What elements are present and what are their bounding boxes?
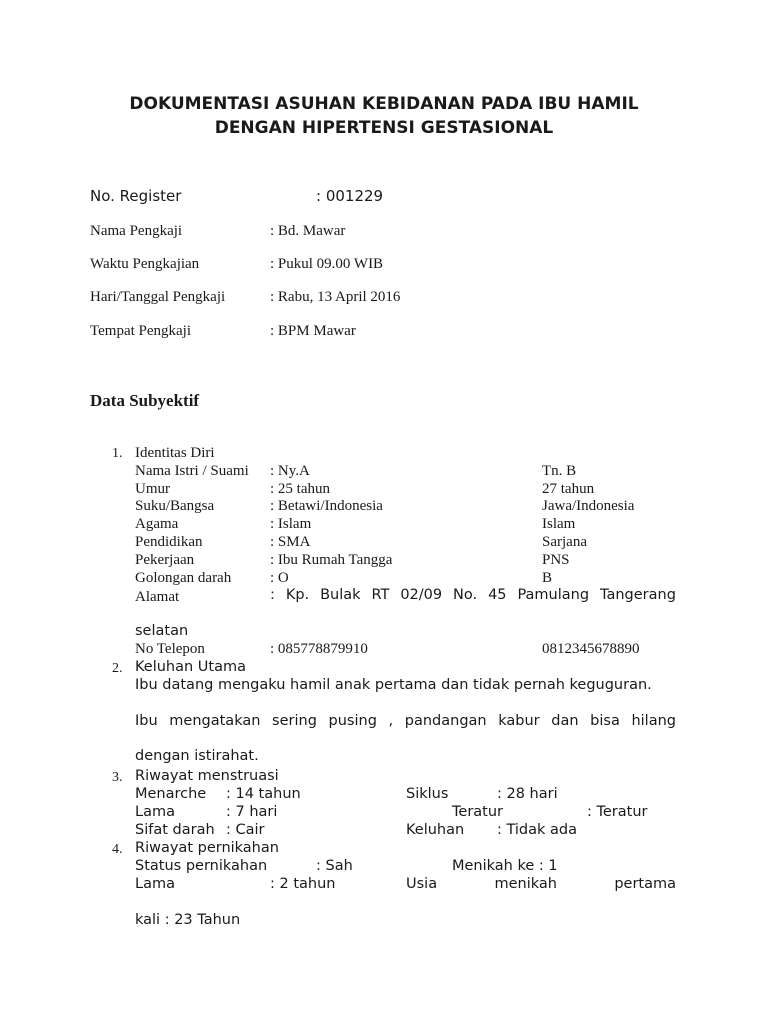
alamat-word: Kp. — [285, 587, 310, 603]
usia-menikah-line — [406, 876, 676, 892]
keluhan-word: sering — [272, 713, 317, 729]
identitas-label: Umur — [135, 481, 170, 497]
menarche-label: Menarche — [135, 786, 207, 802]
usia-word: menikah — [494, 876, 557, 892]
telepon-label: No Telepon — [135, 641, 205, 657]
waktu-pengkajian-value: : Pukul 09.00 WIB — [270, 256, 384, 272]
teratur-label: Teratur — [452, 804, 503, 820]
identitas-heading: Identitas Diri — [135, 445, 215, 461]
keluhan-word: hilang — [631, 713, 676, 729]
keluhan-heading: Keluhan Utama — [135, 659, 246, 675]
identitas-suami-value: B — [542, 570, 553, 586]
telepon-istri: : 085778879910 — [270, 641, 368, 657]
keluhan-line-3: dengan istirahat. — [135, 748, 259, 764]
identitas-suami-value: PNS — [542, 552, 570, 568]
status-pernikahan-label: Status pernikahan — [135, 858, 268, 874]
usia-word: pertama — [614, 876, 676, 892]
identitas-suami-value: Jawa/Indonesia — [542, 498, 635, 514]
identitas-label: Suku/Bangsa — [135, 498, 215, 514]
usia-menikah-continuation: kali : 23 Tahun — [135, 912, 241, 928]
keluhan-line-1: Ibu datang mengaku hamil anak pertama dan tidak pernah keguguran. — [135, 677, 652, 693]
identitas-label: Pekerjaan — [135, 552, 195, 568]
keluhan-word: dan — [551, 713, 579, 729]
alamat-word: No. — [453, 587, 478, 603]
register-label: No. Register — [90, 187, 182, 205]
keluhan-word: pusing — [328, 713, 377, 729]
keluhan-word: kabur — [498, 713, 540, 729]
keluhan-line-2 — [135, 713, 676, 729]
menstruasi-heading: Riwayat menstruasi — [135, 768, 279, 784]
siklus-value: : 28 hari — [497, 786, 558, 802]
list-number-2: 2. — [112, 661, 123, 676]
nama-pengkaji-value: : Bd. Mawar — [270, 223, 346, 239]
tempat-pengkaji-label: Tempat Pengkaji — [90, 323, 192, 339]
alamat-word: Bulak — [320, 587, 361, 603]
keluhan-menstruasi-label: Keluhan — [406, 822, 465, 838]
list-number-3: 3. — [112, 770, 123, 785]
alamat-word: Tangerang — [600, 587, 676, 603]
alamat-value — [270, 587, 676, 603]
register-value: : 001229 — [316, 187, 384, 205]
usia-word: Usia — [406, 876, 438, 892]
keluhan-menstruasi-value: : Tidak ada — [497, 822, 578, 838]
identitas-label: Golongan darah — [135, 570, 232, 586]
lama-menstruasi-label: Lama — [135, 804, 175, 820]
identitas-istri-value: : Islam — [270, 516, 312, 532]
lama-menstruasi-value: : 7 hari — [226, 804, 278, 820]
menarche-value: : 14 tahun — [226, 786, 301, 802]
status-pernikahan-value: : Sah — [316, 858, 353, 874]
alamat-word: RT — [371, 587, 390, 603]
keluhan-word: pandangan — [404, 713, 487, 729]
keluhan-word: , — [388, 713, 394, 729]
identitas-istri-value: : 25 tahun — [270, 481, 330, 497]
identitas-suami-value: Islam — [542, 516, 576, 532]
pernikahan-heading: Riwayat pernikahan — [135, 840, 279, 856]
identitas-label: Pendidikan — [135, 534, 203, 550]
siklus-label: Siklus — [406, 786, 449, 802]
section-title: Data Subyektif — [90, 391, 200, 410]
waktu-pengkajian-label: Waktu Pengkajian — [90, 256, 200, 272]
menikah-ke: Menikah ke : 1 — [452, 858, 558, 874]
list-number-1: 1. — [112, 446, 123, 461]
document-title-line-2: DENGAN HIPERTENSI GESTASIONAL — [214, 118, 554, 138]
tanggal-pengkaji-value: : Rabu, 13 April 2016 — [270, 289, 401, 305]
identitas-istri-value: : Ny.A — [270, 463, 310, 479]
alamat-word: : — [270, 587, 275, 603]
identitas-istri-value: : Betawi/Indonesia — [270, 498, 383, 514]
keluhan-word: mengatakan — [169, 713, 261, 729]
identitas-istri-value: : O — [270, 570, 289, 586]
alamat-word: 45 — [488, 587, 507, 603]
sifat-darah-value: : Cair — [226, 822, 265, 838]
alamat-continuation: selatan — [135, 623, 189, 639]
list-number-4: 4. — [112, 842, 123, 857]
identitas-label: Nama Istri / Suami — [135, 463, 249, 479]
nama-pengkaji-label: Nama Pengkaji — [90, 223, 183, 239]
identitas-suami-value: Tn. B — [542, 463, 577, 479]
tanggal-pengkaji-label: Hari/Tanggal Pengkaji — [90, 289, 226, 305]
sifat-darah-label: Sifat darah — [135, 822, 215, 838]
document-title-line-1: DOKUMENTASI ASUHAN KEBIDANAN PADA IBU HAMIL — [129, 94, 639, 114]
alamat-word: 02/09 — [400, 587, 443, 603]
alamat-label: Alamat — [135, 589, 180, 605]
alamat-word: Pamulang — [517, 587, 590, 603]
keluhan-word: Ibu — [135, 713, 158, 729]
lama-pernikahan-value: : 2 tahun — [270, 876, 336, 892]
identitas-suami-value: Sarjana — [542, 534, 587, 550]
lama-pernikahan-label: Lama — [135, 876, 175, 892]
identitas-label: Agama — [135, 516, 179, 532]
identitas-suami-value: 27 tahun — [542, 481, 595, 497]
telepon-suami: 0812345678890 — [542, 641, 640, 657]
identitas-istri-value: : Ibu Rumah Tangga — [270, 552, 393, 568]
teratur-value: : Teratur — [587, 804, 648, 820]
identitas-istri-value: : SMA — [270, 534, 311, 550]
tempat-pengkaji-value: : BPM Mawar — [270, 323, 356, 339]
keluhan-word: bisa — [590, 713, 620, 729]
